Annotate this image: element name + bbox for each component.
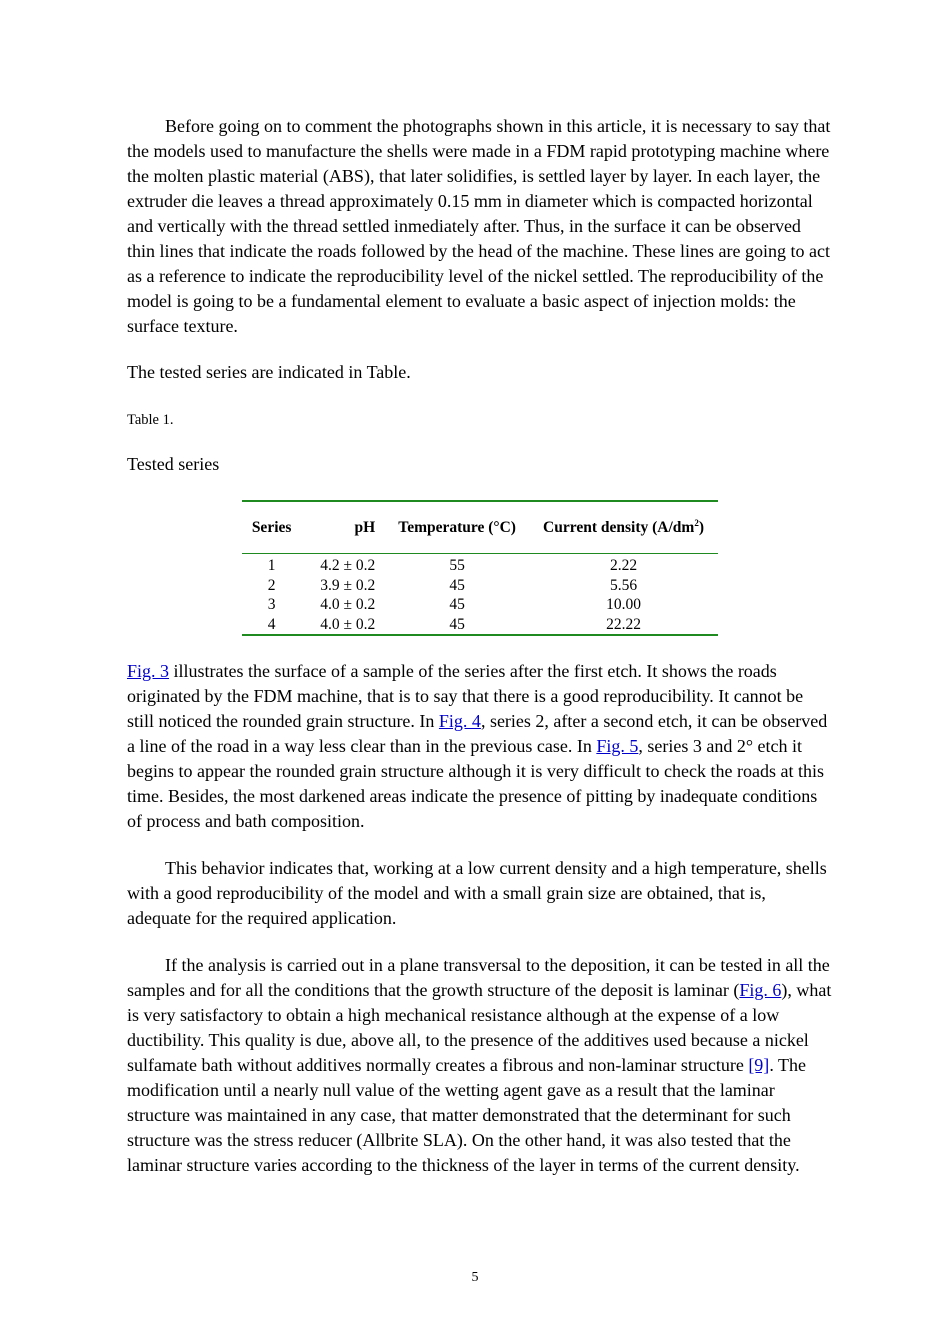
- header-series: Series: [251, 518, 292, 536]
- cell-series: 2: [267, 576, 276, 594]
- paragraph-text: illustrates the surface of a sample of the series after the first etch. It shows the roads originated by the FDM machine, that is to say that there is a good reproducibility. It cannot be still noticed the rounded grain structure. In: [127, 661, 804, 731]
- header-ph: pH: [354, 518, 376, 536]
- cell-temperature: 45: [449, 576, 465, 594]
- paragraph-text: , series 2, after a second etch, it can be observed a line of the road in a way less clear than in the previous case. In: [127, 711, 828, 756]
- fig-6-link[interactable]: Fig. 6: [739, 980, 782, 1000]
- cell-series: 1: [267, 557, 276, 574]
- table-header-row: [242, 501, 718, 554]
- paragraph-text: , series 3 and 2° etch it begins to appear the rounded grain structure although it is very difficult to check the roads at this time. Besides, the most darkened areas indicate the presence of pitting by inadequate conditions of process and bath composition.: [127, 736, 824, 831]
- paragraph-behavior: This behavior indicates that, working at a low current density and a high temperature, shells with a good reproducibility of the model and with a small grain size are obtained, that is, adequate for the required application.: [127, 858, 827, 928]
- header-current-density-text: Current density (A/dm: [543, 518, 695, 536]
- cell-temperature: 45: [385, 615, 529, 636]
- table-row: [242, 554, 718, 576]
- cell-current-density: 5.56: [609, 576, 638, 594]
- article-page: [127, 114, 833, 1178]
- header-temperature: Temperature (°C): [398, 518, 516, 536]
- fig-3-link[interactable]: Fig. 3: [127, 661, 170, 681]
- paragraph-tested-series-intro: The tested series are indicated in Table.: [127, 362, 411, 382]
- paragraph-figures: [127, 659, 833, 834]
- cell-series: 3: [267, 596, 276, 613]
- tested-series-table-wrapper: [242, 500, 718, 636]
- cell-ph: 4.0 ± 0.2: [320, 596, 376, 613]
- cell-temperature: 45: [449, 596, 465, 613]
- paragraph-text: . The modification until a nearly null value of the wetting agent gave as a result that the laminar structure was maintained in any case, that matter demonstrated that the determinant for such structure was the stress reducer (Allbrite SLA). On the other hand, it was also tested that the laminar structure varies according to the thickness of the layer in terms of the current density.: [127, 1055, 806, 1175]
- cell-ph: 4.0 ± 0.2: [301, 615, 385, 636]
- cell-current-density: 10.00: [606, 596, 641, 613]
- tested-series-table: [242, 500, 718, 636]
- cell-series: 4: [242, 615, 301, 636]
- cell-current-density: 22.22: [529, 615, 718, 636]
- cell-current-density: 2.22: [609, 557, 638, 574]
- table-label: Table 1.: [127, 412, 174, 428]
- page-number: 5: [471, 1270, 479, 1285]
- reference-9-link[interactable]: [9]: [748, 1055, 770, 1075]
- table-title: Tested series: [127, 454, 220, 474]
- header-current-density-end: ): [698, 518, 704, 536]
- header-current-density: [529, 501, 718, 554]
- paragraph-text: If the analysis is carried out in a plane transversal to the deposition, it can be tested in all the samples and for all the conditions that the growth structure of the deposit is laminar (: [127, 955, 830, 1000]
- header-current-density-sup: 2: [694, 517, 699, 528]
- table-row: [242, 615, 718, 636]
- fig-5-link[interactable]: Fig. 5: [596, 736, 639, 756]
- fig-4-link[interactable]: Fig. 4: [438, 711, 481, 731]
- cell-ph: 4.2 ± 0.2: [320, 557, 376, 574]
- paragraph-text: ), what is very satisfactory to obtain a high mechanical resistance although at the expense of a low ductibility. This quality is due, above all, to the presence of the additives used because a nickel sulfamate bath without additives normally creates a fibrous and non-laminar structure: [127, 980, 832, 1075]
- paragraph-analysis: [127, 953, 833, 1178]
- table-row: [242, 576, 718, 596]
- table-row: [242, 595, 718, 615]
- cell-ph: 3.9 ± 0.2: [320, 576, 376, 594]
- cell-temperature: 55: [449, 557, 465, 574]
- paragraph-models: Before going on to comment the photographs shown in this article, it is necessary to say that the models used to manufacture the shells were made in a FDM rapid prototyping machine where the molten plastic material (ABS), that later solidifies, is settled layer by layer. In each layer, the extruder die leaves a thread approximately 0.15 mm in diameter which is compacted horizontal and vertically with the thread settled inmediately after. Thus, in the surface it can be observed thin lines that indicate the roads followed by the head of the machine. These lines are going to act as a reference to indicate the reproducibility level of the nickel settled. The reproducibility of the model is going to be a fundamental element to evaluate a basic aspect of injection molds: the surface texture.: [127, 116, 831, 336]
